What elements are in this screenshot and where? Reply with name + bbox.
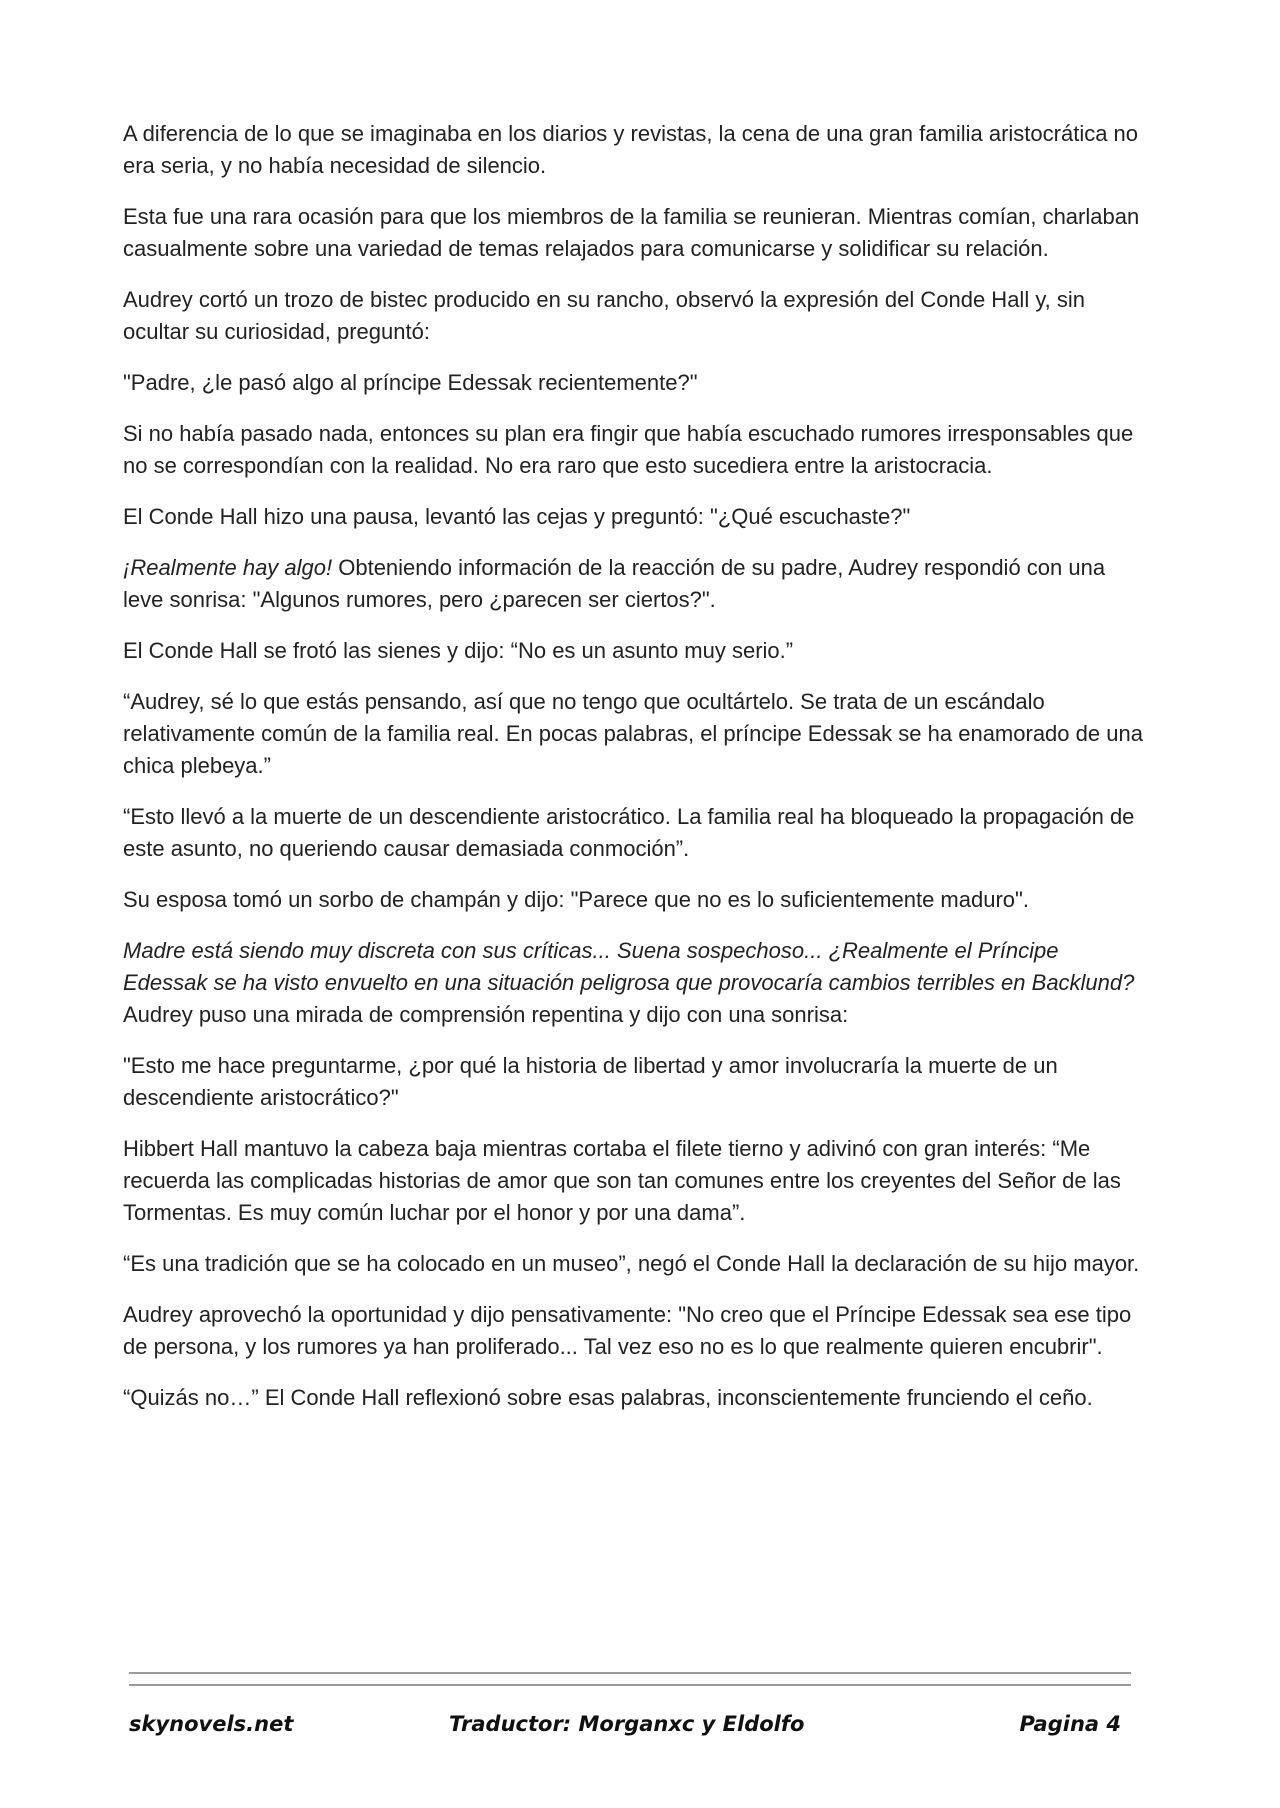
italic-thought: ¡Realmente hay algo! — [123, 555, 333, 580]
paragraph: “Quizás no…” El Conde Hall reflexionó sobre esas palabras, inconscientemente frunciendo el ceño. — [123, 1385, 1093, 1410]
footer-translator: Traductor: Morganxc y Eldolfo — [449, 1712, 805, 1736]
paragraph: “Es una tradición que se ha colocado en un museo”, negó el Conde Hall la declaración de su hijo mayor. — [123, 1251, 1140, 1276]
paragraph: “Esto llevó a la muerte de un descendiente aristocrático. La familia real ha bloqueado la propagación de este asunto, no queriendo causar demasiada conmoción”. — [123, 804, 1135, 861]
paragraph — [123, 935, 1143, 1031]
paragraph: Hibbert Hall mantuvo la cabeza baja mientras cortaba el filete tierno y adivinó con gran interés: “Me recuerda las complicadas historias de amor que son tan comunes entre los creyentes del Señor de las Tormentas. Es muy común luchar por el honor y por una dama”. — [123, 1136, 1121, 1225]
footer-site: skynovels.net — [129, 1712, 294, 1736]
page-footer — [129, 1712, 1131, 1748]
paragraph: A diferencia de lo que se imaginaba en los diarios y revistas, la cena de una gran familia aristocrática no era seria, y no había necesidad de silencio. — [123, 121, 1139, 178]
paragraph: Esta fue una rara ocasión para que los miembros de la familia se reunieran. Mientras comían, charlaban casualmente sobre una variedad de temas relajados para comunicarse y solidificar su relación. — [123, 204, 1140, 261]
paragraph: "Padre, ¿le pasó algo al príncipe Edessak recientemente?" — [123, 370, 698, 395]
paragraph-rest: Obteniendo información de la reacción de su padre, Audrey respondió con una leve sonrisa: "Algunos rumores, pero ¿parecen ser ciertos?". — [123, 555, 1106, 612]
paragraph: Si no había pasado nada, entonces su plan era fingir que había escuchado rumores irresponsables que no se correspondían con la realidad. No era raro que esto sucediera entre la aristocracia. — [123, 421, 1134, 478]
paragraph: “Audrey, sé lo que estás pensando, así que no tengo que ocultártelo. Se trata de un escándalo relativamente común de la familia real. En pocas palabras, el príncipe Edessak se ha enamorado de una chica plebeya.” — [123, 689, 1143, 778]
body-text — [123, 118, 1143, 1433]
paragraph: Su esposa tomó un sorbo de champán y dijo: "Parece que no es lo suficientemente maduro". — [123, 887, 1029, 912]
footer-divider-top — [129, 1672, 1131, 1674]
paragraph: El Conde Hall se frotó las sienes y dijo: “No es un asunto muy serio.” — [123, 638, 794, 663]
paragraph: El Conde Hall hizo una pausa, levantó las cejas y preguntó: "¿Qué escuchaste?" — [123, 504, 911, 529]
paragraph: Audrey cortó un trozo de bistec producido en su rancho, observó la expresión del Conde Hall y, sin ocultar su curiosidad, preguntó: — [123, 287, 1086, 344]
footer-page-number: Pagina 4 — [1019, 1712, 1121, 1736]
paragraph: Audrey aprovechó la oportunidad y dijo pensativamente: "No creo que el Príncipe Edessak sea ese tipo de persona, y los rumores ya han proliferado... Tal vez eso no es lo que realmente quieren encubrir". — [123, 1302, 1132, 1359]
paragraph — [123, 552, 1143, 616]
paragraph-rest: Audrey puso una mirada de comprensión repentina y dijo con una sonrisa: — [123, 1002, 849, 1027]
paragraph: "Esto me hace preguntarme, ¿por qué la historia de libertad y amor involucraría la muerte de un descendiente aristocrático?" — [123, 1053, 1058, 1110]
italic-thought: Madre está siendo muy discreta con sus críticas... Suena sospechoso... ¿Realmente el Príncipe Edessak se ha visto envuelto en una situación peligrosa que provocaría cambios terribles en Backlund? — [123, 938, 1135, 995]
footer-divider-bottom — [129, 1684, 1131, 1686]
